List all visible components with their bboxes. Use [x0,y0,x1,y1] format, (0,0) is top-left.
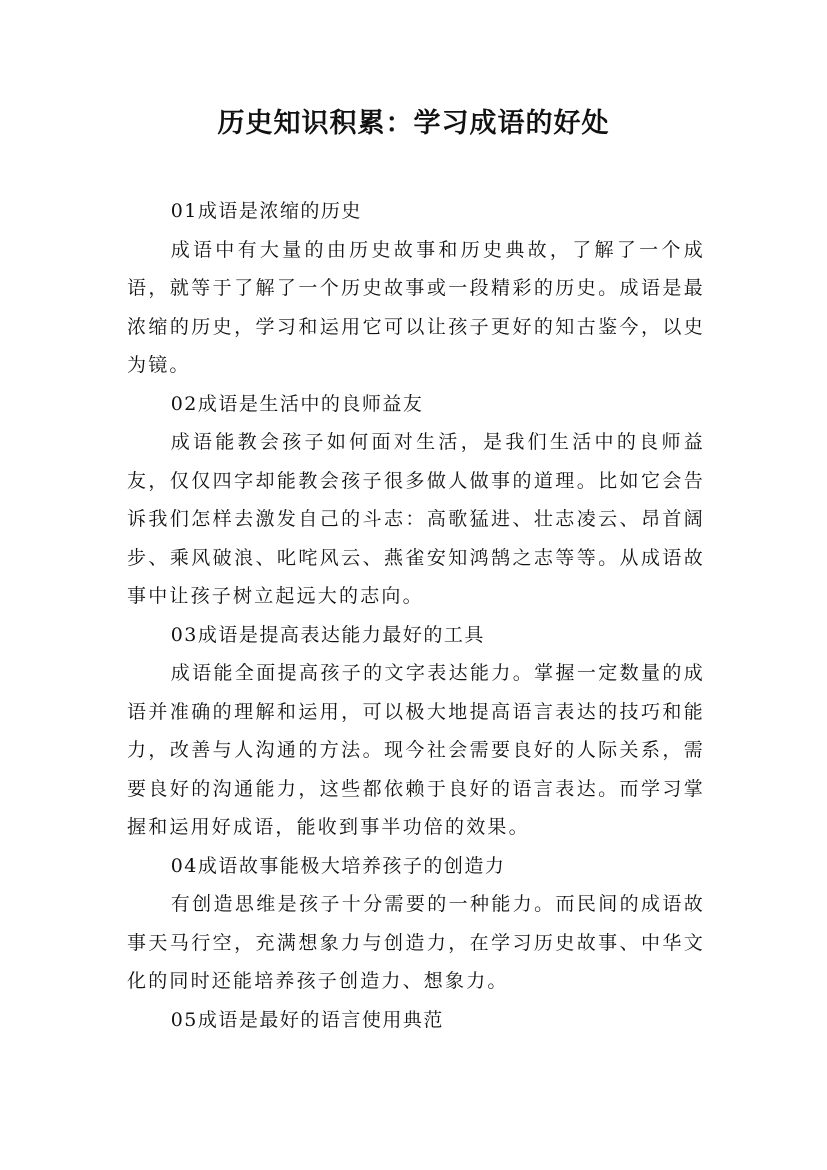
section-heading-01: 01成语是浓缩的历史 [170,200,362,222]
document-title: 历史知识积累：学习成语的好处 [217,108,610,139]
section-heading-03: 03成语是提高表达能力最好的工具 [170,623,485,646]
section-heading-05: 05成语是最好的语言使用典范 [170,1008,444,1031]
document-body [127,192,705,1039]
section-paragraph-03: 成语能全面提高孩子的文字表达能力。掌握一定数量的成语并准确的理解和运用，可以极大地提高语言表达的技巧和能力，改善与人沟通的方法。现今社会需要良好的人际关系，需要良好的沟通能力，这些都依赖于良好的语言表达。而学习掌握和运用好成语，能收到事半功倍的效果。 [127,662,705,838]
section-paragraph-04: 有创造思维是孩子十分需要的一种能力。而民间的成语故事天马行空，充满想象力与创造力，在学习历史故事、中华文化的同时还能培养孩子创造力、想象力。 [127,893,705,992]
section-heading-02: 02成语是生活中的良师益友 [170,392,424,415]
section-paragraph-01: 成语中有大量的由历史故事和历史典故，了解了一个成语，就等于了解了一个历史故事或一段精彩的历史。成语是最浓缩的历史，学习和运用它可以让孩子更好的知古鉴今，以史为镜。 [127,238,705,376]
section-paragraph-02: 成语能教会孩子如何面对生活，是我们生活中的良师益友，仅仅四字却能教会孩子很多做人做事的道理。比如它会告诉我们怎样去激发自己的斗志：高歌猛进、壮志凌云、昂首阔步、乘风破浪、叱咤风云、燕雀安知鸿鹄之志等等。从成语故事中让孩子树立起远大的志向。 [127,431,705,607]
section-heading-04: 04成语故事能极大培养孩子的创造力 [170,854,506,877]
